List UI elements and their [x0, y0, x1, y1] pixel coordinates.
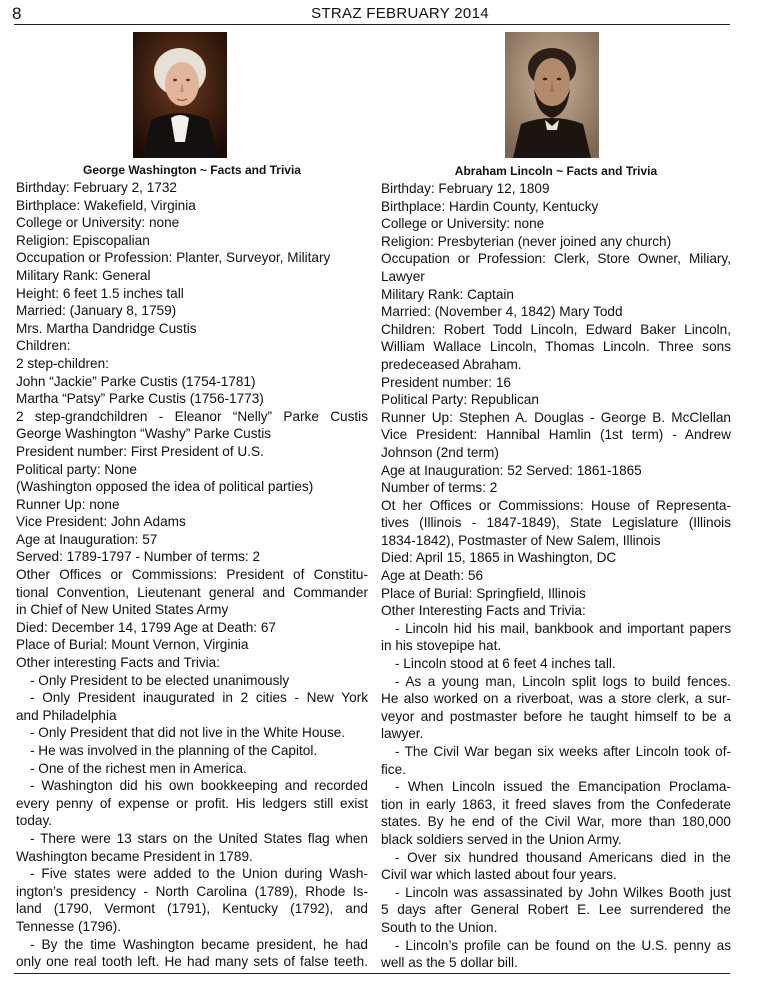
fact-line: William Wallace Lincoln, Thomas Lincoln. Three sons	[381, 339, 731, 355]
fact-line: Vice President: Hannibal Hamlin (1st term) - Andrew	[381, 427, 731, 443]
washington-facts	[16, 179, 368, 971]
fact-line: Washington became President in 1789.	[16, 848, 253, 864]
lincoln-caption: Abraham Lincoln ~ Facts and Trivia	[454, 164, 658, 178]
fact-line: - By the time Washington became president, he had	[30, 936, 368, 952]
fact-line: Civil war which lasted about four years.	[381, 867, 617, 883]
fact-line: 5 days after General Robert E. Lee surrendered the	[381, 902, 731, 918]
fact-line: tives (Illinois - 1847-1849), State Legislature (Illinois	[381, 515, 731, 531]
fact-line: Married: (January 8, 1759)	[16, 303, 177, 319]
fact-line: Johnson (2nd term)	[381, 444, 499, 460]
fact-line: - Five states were added to the Union during Wash-	[30, 866, 368, 882]
fact-line: Religion: Episcopalian	[16, 232, 150, 248]
fact-line: states. By he end of the Civil War, more than 180,000	[381, 814, 731, 830]
fact-line: South to the Union.	[381, 919, 498, 935]
fact-line: Religion: Presbyterian (never joined any church)	[381, 233, 672, 249]
fact-line: Birthday: February 2, 1732	[16, 180, 177, 195]
fact-line: Runner Up: Stephen A. Douglas - George B. McClellan	[381, 409, 731, 425]
fact-line: College or University: none	[381, 216, 545, 232]
fact-line: - The Civil War began six weeks after Lincoln took of-	[395, 744, 731, 759]
fact-line: - Over six hundred thousand Americans died in the	[395, 849, 731, 865]
fact-line: President number: First President of U.S.	[16, 443, 264, 459]
fact-line: every penny of expense or profit. His ledgers still exist	[16, 795, 368, 811]
fact-line: - There were 13 stars on the United States flag when	[30, 830, 368, 846]
fact-line: Married: (November 4, 1842) Mary Todd	[381, 304, 623, 320]
fact-line: Political Party: Republican	[381, 392, 539, 408]
fact-line: in his stovepipe hat.	[381, 638, 502, 654]
washington-portrait	[133, 32, 227, 158]
fact-line: Occupation or Profession: Planter, Surveyor, Military	[16, 250, 331, 266]
fact-line: and Philadelphia	[16, 707, 117, 723]
header-rule	[14, 24, 730, 25]
fact-line: Birthplace: Hardin County, Kentucky	[381, 198, 599, 214]
fact-line: predeceased Abraham.	[381, 356, 522, 372]
fact-line: Mrs. Martha Dandridge Custis	[16, 320, 197, 336]
fact-line: - He was involved in the planning of the Capitol.	[30, 743, 318, 758]
george-washington-portrait-icon	[133, 32, 227, 158]
footer-rule	[14, 973, 730, 974]
washington-column	[16, 32, 368, 971]
fact-line: Birthday: February 12, 1809	[381, 181, 550, 196]
fact-line: Martha “Patsy” Parke Custis (1756-1773)	[16, 391, 264, 407]
fact-line: - Only President inaugurated in 2 cities - New York	[30, 690, 368, 706]
fact-line: in Chief of New United States Army	[16, 602, 229, 618]
fact-line: black soldiers served in the Union Army.	[381, 831, 622, 847]
page-header	[0, 0, 760, 26]
fact-line: John “Jackie” Parke Custis (1754-1781)	[16, 373, 256, 389]
fact-line: - Only President that did not live in the White House.	[30, 725, 346, 741]
fact-line: lawyer.	[381, 726, 424, 742]
lincoln-column	[381, 32, 731, 972]
fact-line: Age at Inauguration: 57	[16, 531, 158, 547]
fact-line: Served: 1789-1797 - Number of terms: 2	[16, 549, 261, 565]
fact-line: Ot her Offices or Commissions: House of Representa-	[381, 497, 731, 513]
fact-line: - As a young man, Lincoln split logs to build fences.	[395, 673, 731, 689]
fact-line: - Lincoln stood at 6 feet 4 inches tall.	[395, 656, 616, 672]
fact-line: Other Offices or Commissions: President of Constitu-	[16, 567, 368, 583]
lincoln-portrait	[505, 32, 599, 158]
fact-line: - Lincoln was assassinated by John Wilkes Booth just	[395, 884, 731, 900]
fact-line: He also worked on a riverboat, was a store clerk, a sur-	[381, 691, 731, 707]
fact-line: President number: 16	[381, 374, 511, 390]
fact-line: Height: 6 feet 1.5 inches tall	[16, 285, 184, 301]
fact-line: George Washington “Washy” Parke Custis	[16, 426, 272, 442]
fact-line: Number of terms: 2	[381, 480, 498, 496]
fact-line: - Lincoln’s profile can be found on the U.S. penny as	[395, 937, 731, 953]
fact-line: Died: April 15, 1865 in Washington, DC	[381, 550, 617, 566]
fact-line: Tennesse (1796).	[16, 918, 122, 934]
fact-line: 2 step-children:	[16, 355, 109, 371]
fact-line: land (1790, Vermont (1791), Kentucky (1792), and	[16, 901, 368, 917]
fact-line: ington’s presidency - North Carolina (1789), Rhode Is-	[16, 883, 368, 899]
fact-line: - Only President to be elected unanimously	[30, 672, 290, 688]
fact-line: Political party: None	[16, 461, 137, 477]
fact-line: today.	[16, 813, 53, 829]
fact-line: Children:	[16, 338, 71, 354]
fact-line: (Washington opposed the idea of political parties)	[16, 479, 314, 495]
fact-line: Lawyer	[381, 268, 425, 284]
washington-caption: George Washington ~ Facts and Trivia	[83, 163, 301, 177]
fact-line: Died: December 14, 1799 Age at Death: 67	[16, 619, 276, 635]
fact-line: - Washington did his own bookkeeping and recorded	[30, 778, 368, 794]
fact-line: tional Convention, Lieutenant general and Commander	[16, 584, 368, 600]
fact-line: 2 step-grandchildren - Eleanor “Nelly” Parke Custis	[16, 408, 368, 424]
abraham-lincoln-portrait-icon	[505, 32, 599, 158]
fact-line: Age at Inauguration: 52 Served: 1861-1865	[381, 462, 642, 478]
fact-line: Age at Death: 56	[381, 568, 484, 584]
fact-line: - One of the richest men in America.	[30, 760, 247, 776]
fact-line: - When Lincoln issued the Emancipation Proclama-	[395, 779, 731, 795]
fact-line: Occupation or Profession: Clerk, Store Owner, Miliary,	[381, 251, 731, 267]
fact-line: Other Interesting Facts and Trivia:	[381, 603, 586, 619]
lincoln-facts	[381, 180, 731, 972]
fact-line: veyor and postmaster before he taught himself to be a	[381, 708, 731, 724]
fact-line: College or University: none	[16, 215, 180, 231]
fact-line: - Lincoln hid his mail, bankbook and important papers	[395, 620, 731, 636]
fact-line: Vice President: John Adams	[16, 514, 186, 530]
fact-line: Military Rank: General	[16, 267, 151, 283]
fact-line: 1834-1842), Postmaster of New Salem, Illinois	[381, 532, 661, 548]
masthead-title: STRAZ FEBRUARY 2014	[311, 5, 489, 22]
page-number: 8	[12, 4, 22, 23]
fact-line: well as the 5 dollar bill.	[381, 955, 518, 971]
fact-line: Place of Burial: Springfield, Illinois	[381, 585, 586, 601]
fact-line: Children: Robert Todd Lincoln, Edward Baker Lincoln,	[381, 321, 731, 337]
fact-line: Runner Up: none	[16, 496, 120, 512]
fact-line: Military Rank: Captain	[381, 286, 514, 302]
fact-line: Birthplace: Wakefield, Virginia	[16, 197, 196, 213]
fact-line: Place of Burial: Mount Vernon, Virginia	[16, 637, 249, 653]
fact-line: fice.	[381, 761, 406, 777]
fact-line: Other interesting Facts and Trivia:	[16, 655, 220, 671]
fact-line: only one real tooth left. He had many sets of false teeth.	[16, 954, 368, 970]
fact-line: tion in early 1863, it freed slaves from the Confederate	[381, 796, 731, 812]
